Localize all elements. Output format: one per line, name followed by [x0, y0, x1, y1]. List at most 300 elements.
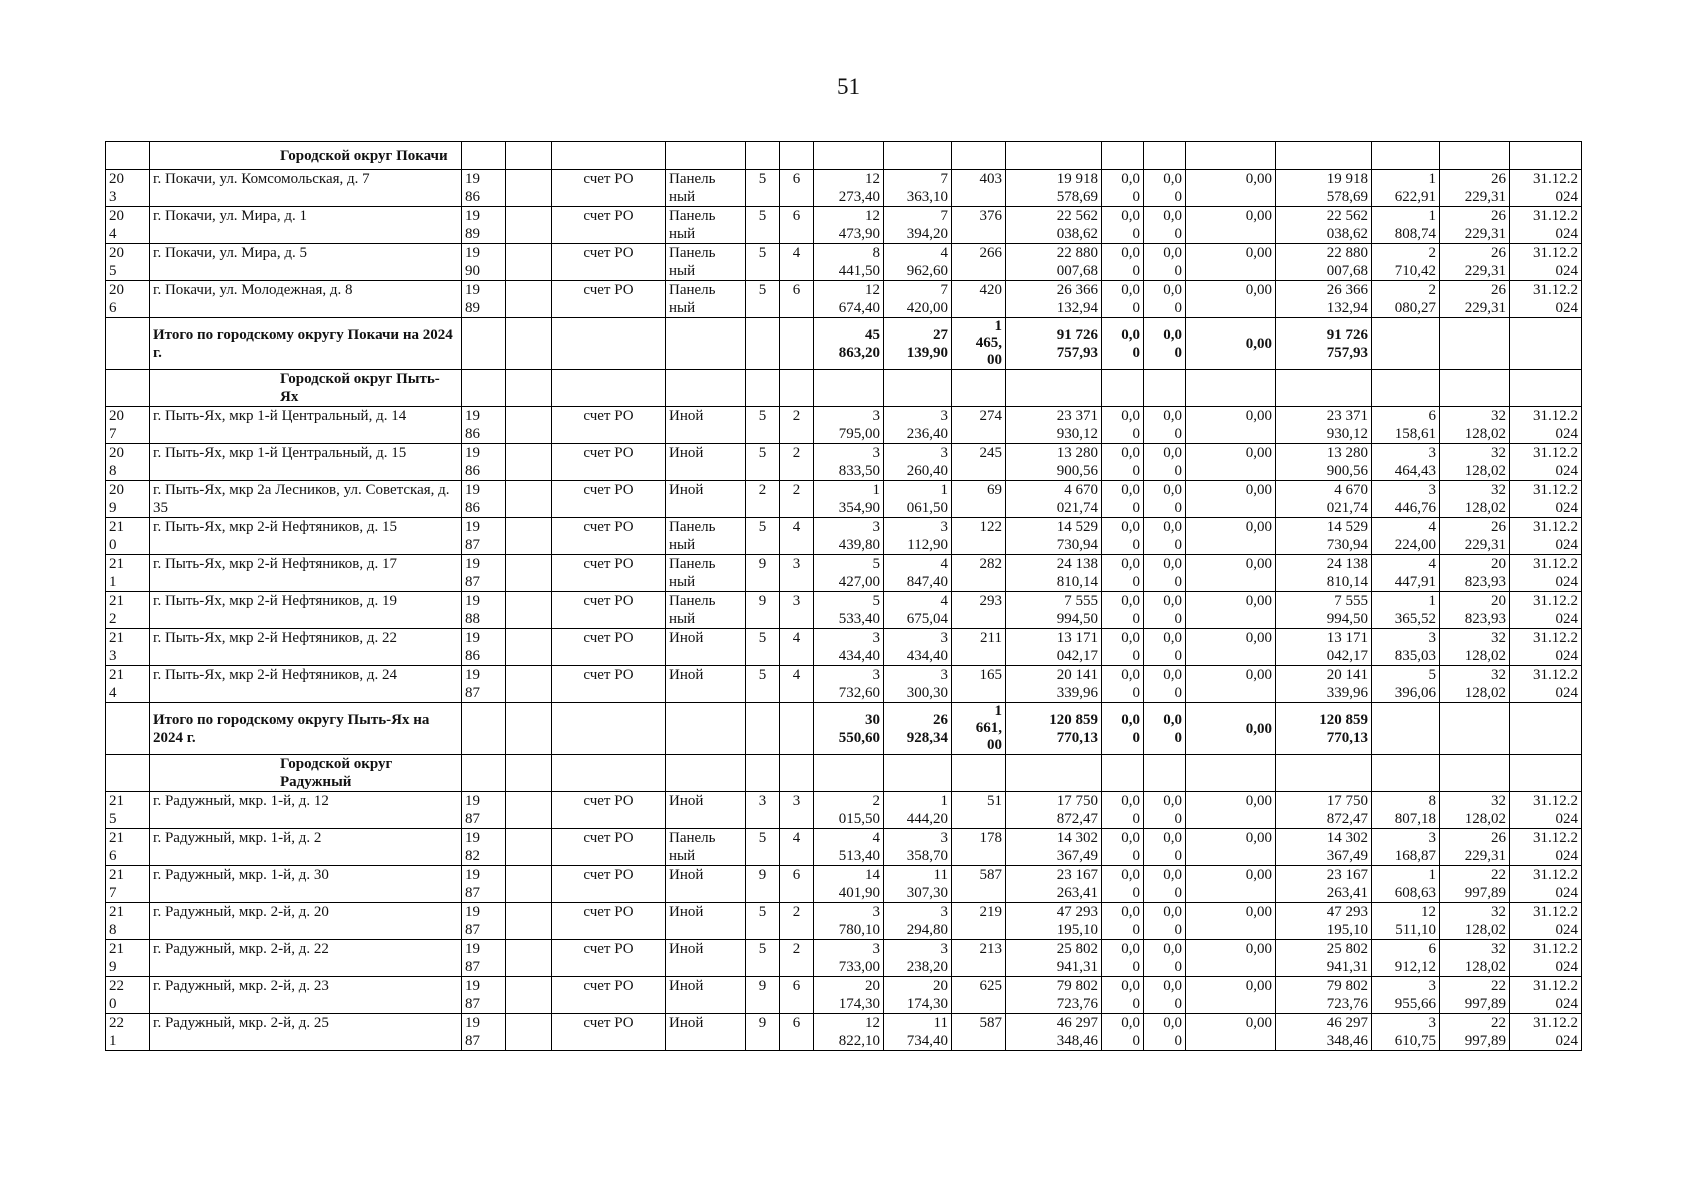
empty-cell: [106, 318, 150, 370]
table-row: [106, 866, 1582, 903]
residents-cell: 213: [952, 940, 1006, 977]
fund-d-cell: 17 750 872,47: [1276, 792, 1372, 829]
address-cell: г. Пыть-Ях, мкр 2а Лесников, ул. Советская, д. 35: [150, 481, 462, 518]
row-number: 21 1: [106, 555, 150, 592]
cost-total-cell: 26 366 132,94: [1006, 281, 1102, 318]
cost-total-cell: 47 293 195,10: [1006, 903, 1102, 940]
completion-date-cell: 31.12.2 024: [1510, 829, 1582, 866]
fund-d-cell: 24 138 810,14: [1276, 555, 1372, 592]
wall-material-cell: Иной: [666, 1014, 746, 1051]
year-cell: 19 87: [462, 940, 506, 977]
total-area-cell: 12 473,90: [814, 207, 884, 244]
year-cell: 19 82: [462, 829, 506, 866]
residents-sum: 1 465, 00: [952, 318, 1006, 370]
fund-c-cell: 0,00: [1186, 629, 1276, 666]
total-area-cell: 3 780,10: [814, 903, 884, 940]
table-row: [106, 1014, 1582, 1051]
funding-source-cell: счет РО: [552, 170, 666, 207]
wall-material-cell: Панель ный: [666, 207, 746, 244]
floors-cell: 5: [746, 244, 780, 281]
fund-b-cell: 0,0 0: [1144, 1014, 1186, 1051]
cost-total-cell: 17 750 872,47: [1006, 792, 1102, 829]
funding-source-cell: счет РО: [552, 829, 666, 866]
row-number: 20 3: [106, 170, 150, 207]
fund-a-cell: 0,0 0: [1102, 207, 1144, 244]
empty-cell: [506, 977, 552, 1014]
fund-b-cell: 0,0 0: [1144, 666, 1186, 703]
empty-cell: [1102, 142, 1144, 170]
empty-cell: [1510, 318, 1582, 370]
address-cell: г. Покачи, ул. Мира, д. 1: [150, 207, 462, 244]
empty-cell: [506, 792, 552, 829]
fund-c-cell: 0,00: [1186, 792, 1276, 829]
row-number: 21 6: [106, 829, 150, 866]
fund-d-cell: 7 555 994,50: [1276, 592, 1372, 629]
floors-cell: 9: [746, 977, 780, 1014]
limit-cost-cell: 26 229,31: [1440, 829, 1510, 866]
address-cell: г. Пыть-Ях, мкр 2-й Нефтяников, д. 17: [150, 555, 462, 592]
empty-cell: [1440, 142, 1510, 170]
residents-cell: 403: [952, 170, 1006, 207]
completion-date-cell: 31.12.2 024: [1510, 866, 1582, 903]
total-area-cell: 12 273,40: [814, 170, 884, 207]
entrances-cell: 2: [780, 444, 814, 481]
living-area-cell: 11 734,40: [884, 1014, 952, 1051]
entrances-cell: 4: [780, 518, 814, 555]
year-cell: 19 89: [462, 281, 506, 318]
row-number: 21 9: [106, 940, 150, 977]
empty-cell: [814, 755, 884, 792]
floors-cell: 5: [746, 629, 780, 666]
fund-b-cell: 0,0 0: [1144, 866, 1186, 903]
empty-cell: [506, 370, 552, 407]
empty-cell: [552, 370, 666, 407]
row-number: 20 7: [106, 407, 150, 444]
empty-cell: [666, 142, 746, 170]
empty-cell: [952, 370, 1006, 407]
section-total-row: [106, 703, 1582, 755]
fund-d-cell: 47 293 195,10: [1276, 903, 1372, 940]
empty-cell: [666, 318, 746, 370]
total-area-cell: 1 354,90: [814, 481, 884, 518]
entrances-cell: 2: [780, 940, 814, 977]
fund-b-cell: 0,0 0: [1144, 555, 1186, 592]
empty-cell: [1276, 370, 1372, 407]
wall-material-cell: Панель ный: [666, 170, 746, 207]
completion-date-cell: 31.12.2 024: [1510, 170, 1582, 207]
cost-per-m2-cell: 3 610,75: [1372, 1014, 1440, 1051]
total-area-cell: 3 439,80: [814, 518, 884, 555]
completion-date-cell: 31.12.2 024: [1510, 481, 1582, 518]
limit-cost-cell: 20 823,93: [1440, 592, 1510, 629]
year-cell: 19 89: [462, 207, 506, 244]
floors-cell: 5: [746, 170, 780, 207]
limit-cost-cell: 32 128,02: [1440, 629, 1510, 666]
completion-date-cell: 31.12.2 024: [1510, 555, 1582, 592]
fund-d-cell: 13 280 900,56: [1276, 444, 1372, 481]
fund-c-cell: 0,00: [1186, 940, 1276, 977]
entrances-cell: 2: [780, 903, 814, 940]
completion-date-cell: 31.12.2 024: [1510, 444, 1582, 481]
funding-source-cell: счет РО: [552, 207, 666, 244]
empty-cell: [462, 755, 506, 792]
fund-c-cell: 0,00: [1186, 481, 1276, 518]
empty-cell: [666, 703, 746, 755]
cost-per-m2-cell: 3 955,66: [1372, 977, 1440, 1014]
limit-cost-cell: 32 128,02: [1440, 940, 1510, 977]
empty-cell: [506, 1014, 552, 1051]
living-area-sum: 27 139,90: [884, 318, 952, 370]
living-area-cell: 7 420,00: [884, 281, 952, 318]
fund-d-cell: 13 171 042,17: [1276, 629, 1372, 666]
table-row: [106, 592, 1582, 629]
row-number: 20 8: [106, 444, 150, 481]
cost-total-cell: 22 562 038,62: [1006, 207, 1102, 244]
table-row: [106, 407, 1582, 444]
living-area-cell: 1 061,50: [884, 481, 952, 518]
address-cell: г. Радужный, мкр. 1-й, д. 12: [150, 792, 462, 829]
fund-b-cell: 0,0 0: [1144, 281, 1186, 318]
total-area-cell: 20 174,30: [814, 977, 884, 1014]
total-area-sum: 45 863,20: [814, 318, 884, 370]
funding-source-cell: счет РО: [552, 940, 666, 977]
cost-total-cell: 25 802 941,31: [1006, 940, 1102, 977]
fund-c-cell: 0,00: [1186, 903, 1276, 940]
entrances-cell: 6: [780, 977, 814, 1014]
cost-per-m2-cell: 6 912,12: [1372, 940, 1440, 977]
year-cell: 19 86: [462, 481, 506, 518]
fund-a-cell: 0,0 0: [1102, 1014, 1144, 1051]
year-cell: 19 87: [462, 866, 506, 903]
empty-cell: [552, 703, 666, 755]
empty-cell: [1440, 370, 1510, 407]
floors-cell: 5: [746, 829, 780, 866]
wall-material-cell: Иной: [666, 444, 746, 481]
empty-cell: [884, 142, 952, 170]
empty-cell: [106, 755, 150, 792]
fund-d-cell: 22 562 038,62: [1276, 207, 1372, 244]
living-area-sum: 26 928,34: [884, 703, 952, 755]
fund-d-cell: 4 670 021,74: [1276, 481, 1372, 518]
wall-material-cell: Иной: [666, 481, 746, 518]
total-area-sum: 30 550,60: [814, 703, 884, 755]
cost-total-cell: 79 802 723,76: [1006, 977, 1102, 1014]
section-title: Городской округ Пыть-Ях: [150, 370, 462, 407]
cost-total-cell: 14 302 367,49: [1006, 829, 1102, 866]
empty-cell: [814, 370, 884, 407]
capital-repair-register-table: [105, 141, 1582, 1051]
residents-cell: 376: [952, 207, 1006, 244]
empty-cell: [1372, 703, 1440, 755]
living-area-cell: 3 260,40: [884, 444, 952, 481]
fund-c-sum: 0,00: [1186, 318, 1276, 370]
fund-b-cell: 0,0 0: [1144, 940, 1186, 977]
empty-cell: [814, 142, 884, 170]
wall-material-cell: Панель ный: [666, 829, 746, 866]
year-cell: 19 87: [462, 1014, 506, 1051]
funding-source-cell: счет РО: [552, 444, 666, 481]
living-area-cell: 3 112,90: [884, 518, 952, 555]
limit-cost-cell: 32 128,02: [1440, 481, 1510, 518]
fund-c-sum: 0,00: [1186, 703, 1276, 755]
address-cell: г. Радужный, мкр. 2-й, д. 22: [150, 940, 462, 977]
completion-date-cell: 31.12.2 024: [1510, 407, 1582, 444]
empty-cell: [462, 318, 506, 370]
fund-a-cell: 0,0 0: [1102, 903, 1144, 940]
empty-cell: [1510, 370, 1582, 407]
funding-source-cell: счет РО: [552, 977, 666, 1014]
cost-total-cell: 24 138 810,14: [1006, 555, 1102, 592]
fund-d-cell: 23 167 263,41: [1276, 866, 1372, 903]
empty-cell: [506, 481, 552, 518]
empty-cell: [1440, 703, 1510, 755]
row-number: 20 4: [106, 207, 150, 244]
limit-cost-cell: 32 128,02: [1440, 792, 1510, 829]
cost-total-cell: 19 918 578,69: [1006, 170, 1102, 207]
address-cell: г. Покачи, ул. Комсомольская, д. 7: [150, 170, 462, 207]
total-area-cell: 12 674,40: [814, 281, 884, 318]
section-header-row: [106, 755, 1582, 792]
cost-total-cell: 13 280 900,56: [1006, 444, 1102, 481]
cost-total-cell: 7 555 994,50: [1006, 592, 1102, 629]
funding-source-cell: счет РО: [552, 518, 666, 555]
row-number: 21 3: [106, 629, 150, 666]
row-number: 20 6: [106, 281, 150, 318]
empty-cell: [1510, 142, 1582, 170]
floors-cell: 5: [746, 903, 780, 940]
residents-cell: 219: [952, 903, 1006, 940]
empty-cell: [506, 866, 552, 903]
wall-material-cell: Иной: [666, 977, 746, 1014]
floors-cell: 9: [746, 555, 780, 592]
living-area-cell: 3 300,30: [884, 666, 952, 703]
empty-cell: [1276, 755, 1372, 792]
empty-cell: [506, 666, 552, 703]
fund-b-cell: 0,0 0: [1144, 407, 1186, 444]
entrances-cell: 3: [780, 592, 814, 629]
fund-c-cell: 0,00: [1186, 444, 1276, 481]
total-area-cell: 8 441,50: [814, 244, 884, 281]
cost-total-cell: 22 880 007,68: [1006, 244, 1102, 281]
empty-cell: [1440, 755, 1510, 792]
wall-material-cell: Иной: [666, 940, 746, 977]
section-title: Городской округ Покачи: [150, 142, 462, 170]
fund-b-cell: 0,0 0: [1144, 592, 1186, 629]
completion-date-cell: 31.12.2 024: [1510, 792, 1582, 829]
residents-cell: 420: [952, 281, 1006, 318]
cost-total-cell: 23 167 263,41: [1006, 866, 1102, 903]
table-row: [106, 244, 1582, 281]
row-number: 21 2: [106, 592, 150, 629]
row-number: 21 8: [106, 903, 150, 940]
address-cell: г. Радужный, мкр. 2-й, д. 23: [150, 977, 462, 1014]
empty-cell: [884, 755, 952, 792]
residents-cell: 587: [952, 866, 1006, 903]
total-area-cell: 3 733,00: [814, 940, 884, 977]
funding-source-cell: счет РО: [552, 281, 666, 318]
total-area-cell: 14 401,90: [814, 866, 884, 903]
empty-cell: [1144, 142, 1186, 170]
wall-material-cell: Панель ный: [666, 592, 746, 629]
row-number: 22 1: [106, 1014, 150, 1051]
cost-per-m2-cell: 8 807,18: [1372, 792, 1440, 829]
fund-a-sum: 0,0 0: [1102, 318, 1144, 370]
section-title: Городской округ Радужный: [150, 755, 462, 792]
entrances-cell: 6: [780, 281, 814, 318]
entrances-cell: 4: [780, 666, 814, 703]
row-number: 21 5: [106, 792, 150, 829]
completion-date-cell: 31.12.2 024: [1510, 518, 1582, 555]
completion-date-cell: 31.12.2 024: [1510, 940, 1582, 977]
entrances-cell: 2: [780, 407, 814, 444]
year-cell: 19 88: [462, 592, 506, 629]
fund-c-cell: 0,00: [1186, 207, 1276, 244]
limit-cost-cell: 26 229,31: [1440, 170, 1510, 207]
wall-material-cell: Иной: [666, 407, 746, 444]
limit-cost-cell: 32 128,02: [1440, 903, 1510, 940]
fund-a-cell: 0,0 0: [1102, 444, 1144, 481]
floors-cell: 5: [746, 940, 780, 977]
completion-date-cell: 31.12.2 024: [1510, 666, 1582, 703]
fund-a-cell: 0,0 0: [1102, 792, 1144, 829]
total-area-cell: 4 513,40: [814, 829, 884, 866]
year-cell: 19 86: [462, 444, 506, 481]
entrances-cell: 6: [780, 866, 814, 903]
funding-source-cell: счет РО: [552, 792, 666, 829]
empty-cell: [506, 829, 552, 866]
residents-cell: 69: [952, 481, 1006, 518]
year-cell: 19 86: [462, 170, 506, 207]
row-number: 20 9: [106, 481, 150, 518]
section-total-row: [106, 318, 1582, 370]
completion-date-cell: 31.12.2 024: [1510, 977, 1582, 1014]
fund-d-cell: 19 918 578,69: [1276, 170, 1372, 207]
fund-a-cell: 0,0 0: [1102, 555, 1144, 592]
empty-cell: [552, 755, 666, 792]
limit-cost-cell: 26 229,31: [1440, 244, 1510, 281]
empty-cell: [506, 518, 552, 555]
address-cell: г. Пыть-Ях, мкр 1-й Центральный, д. 14: [150, 407, 462, 444]
living-area-cell: 1 444,20: [884, 792, 952, 829]
cost-per-m2-cell: 3 168,87: [1372, 829, 1440, 866]
completion-date-cell: 31.12.2 024: [1510, 903, 1582, 940]
table-row: [106, 903, 1582, 940]
cost-total-cell: 20 141 339,96: [1006, 666, 1102, 703]
fund-c-cell: 0,00: [1186, 866, 1276, 903]
fund-d-cell: 46 297 348,46: [1276, 1014, 1372, 1051]
address-cell: г. Радужный, мкр. 2-й, д. 25: [150, 1014, 462, 1051]
completion-date-cell: 31.12.2 024: [1510, 629, 1582, 666]
empty-cell: [780, 142, 814, 170]
section-header-row: [106, 142, 1582, 170]
address-cell: г. Пыть-Ях, мкр 2-й Нефтяников, д. 24: [150, 666, 462, 703]
fund-c-cell: 0,00: [1186, 407, 1276, 444]
row-number: 21 7: [106, 866, 150, 903]
table-row: [106, 829, 1582, 866]
empty-cell: [1372, 142, 1440, 170]
fund-d-cell: 26 366 132,94: [1276, 281, 1372, 318]
cost-per-m2-cell: 2 080,27: [1372, 281, 1440, 318]
total-area-cell: 3 833,50: [814, 444, 884, 481]
limit-cost-cell: 32 128,02: [1440, 666, 1510, 703]
empty-cell: [1440, 318, 1510, 370]
entrances-cell: 3: [780, 555, 814, 592]
empty-cell: [106, 370, 150, 407]
residents-cell: 266: [952, 244, 1006, 281]
empty-cell: [666, 370, 746, 407]
floors-cell: 5: [746, 666, 780, 703]
floors-cell: 3: [746, 792, 780, 829]
year-cell: 19 87: [462, 977, 506, 1014]
cost-total-sum: 120 859 770,13: [1006, 703, 1102, 755]
empty-cell: [106, 703, 150, 755]
empty-cell: [1510, 755, 1582, 792]
residents-cell: 587: [952, 1014, 1006, 1051]
table-row: [106, 666, 1582, 703]
fund-b-cell: 0,0 0: [1144, 629, 1186, 666]
living-area-cell: 4 675,04: [884, 592, 952, 629]
residents-cell: 282: [952, 555, 1006, 592]
wall-material-cell: Панель ный: [666, 281, 746, 318]
fund-c-cell: 0,00: [1186, 829, 1276, 866]
residents-cell: 122: [952, 518, 1006, 555]
entrances-cell: 4: [780, 244, 814, 281]
floors-cell: 9: [746, 866, 780, 903]
empty-cell: [780, 370, 814, 407]
fund-b-cell: 0,0 0: [1144, 518, 1186, 555]
entrances-cell: 6: [780, 170, 814, 207]
cost-per-m2-cell: 1 622,91: [1372, 170, 1440, 207]
completion-date-cell: 31.12.2 024: [1510, 1014, 1582, 1051]
empty-cell: [506, 407, 552, 444]
year-cell: 19 87: [462, 792, 506, 829]
fund-a-cell: 0,0 0: [1102, 666, 1144, 703]
empty-cell: [746, 318, 780, 370]
wall-material-cell: Иной: [666, 903, 746, 940]
wall-material-cell: Иной: [666, 666, 746, 703]
row-number: 20 5: [106, 244, 150, 281]
limit-cost-cell: 32 128,02: [1440, 407, 1510, 444]
table-row: [106, 481, 1582, 518]
year-cell: 19 86: [462, 629, 506, 666]
fund-a-cell: 0,0 0: [1102, 481, 1144, 518]
fund-a-cell: 0,0 0: [1102, 592, 1144, 629]
residents-cell: 245: [952, 444, 1006, 481]
empty-cell: [506, 940, 552, 977]
fund-a-cell: 0,0 0: [1102, 170, 1144, 207]
table-row: [106, 629, 1582, 666]
empty-cell: [506, 629, 552, 666]
total-area-cell: 3 732,60: [814, 666, 884, 703]
funding-source-cell: счет РО: [552, 903, 666, 940]
fund-a-cell: 0,0 0: [1102, 518, 1144, 555]
empty-cell: [1510, 703, 1582, 755]
fund-c-cell: 0,00: [1186, 555, 1276, 592]
cost-per-m2-cell: 1 608,63: [1372, 866, 1440, 903]
year-cell: 19 87: [462, 666, 506, 703]
fund-a-cell: 0,0 0: [1102, 244, 1144, 281]
total-area-cell: 5 427,00: [814, 555, 884, 592]
empty-cell: [746, 142, 780, 170]
year-cell: 19 87: [462, 555, 506, 592]
table-row: [106, 977, 1582, 1014]
living-area-cell: 7 394,20: [884, 207, 952, 244]
entrances-cell: 6: [780, 207, 814, 244]
living-area-cell: 11 307,30: [884, 866, 952, 903]
limit-cost-cell: 26 229,31: [1440, 518, 1510, 555]
table-row: [106, 444, 1582, 481]
address-cell: г. Покачи, ул. Мира, д. 5: [150, 244, 462, 281]
